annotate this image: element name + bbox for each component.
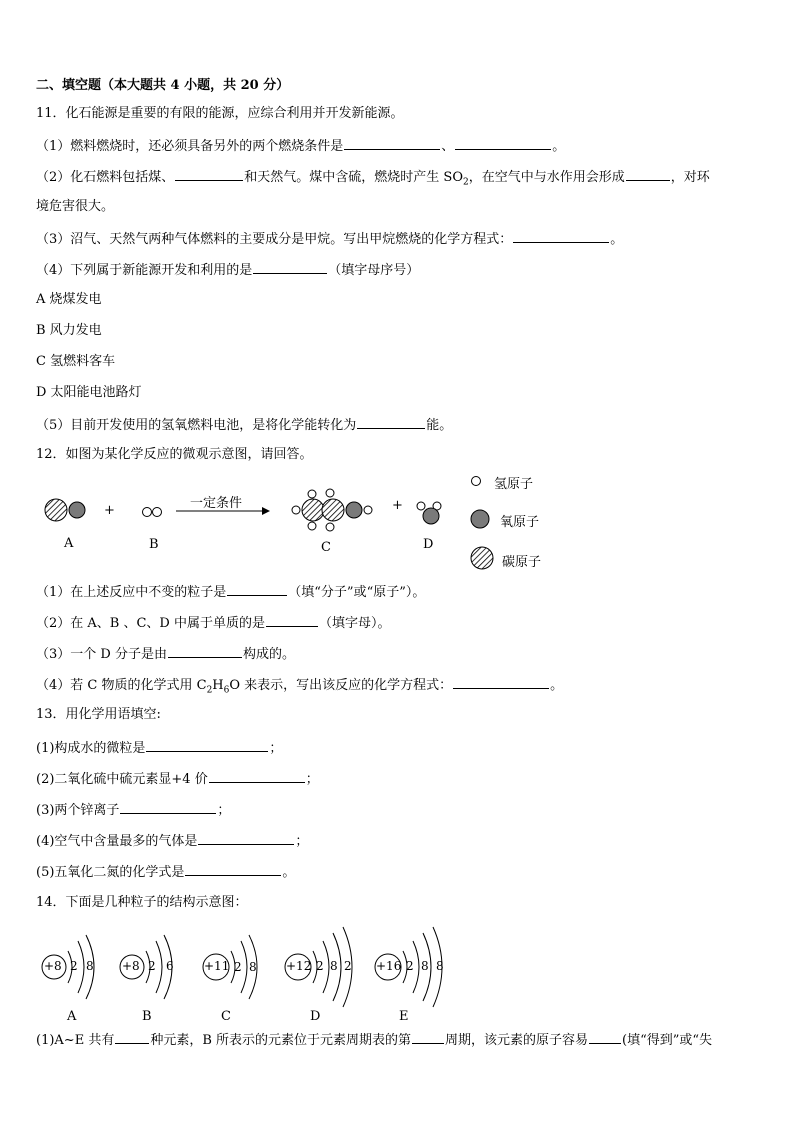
q13-item: (1)构成水的微粒是 ； — [36, 738, 282, 758]
label-b: B — [149, 537, 159, 552]
q14-stem: 14．下面是几种粒子的结构示意图： — [36, 895, 248, 910]
answer-blank[interactable] — [253, 260, 327, 274]
legend-carbon: 碳原子 — [502, 555, 542, 570]
shell-count: 8 — [436, 959, 444, 973]
q13-item: (2)二氧化硫中硫元素显+4 价 ； — [36, 769, 319, 789]
oxygen-legend-icon — [471, 510, 489, 528]
label-d: D — [423, 537, 434, 552]
atom-b-label: B — [142, 1009, 152, 1024]
shell-count: 6 — [166, 959, 174, 973]
shell-count: 8 — [86, 959, 94, 973]
shell-count: 8 — [330, 959, 338, 973]
answer-blank[interactable] — [146, 738, 268, 752]
q11-option-b: B 风力发电 — [36, 323, 102, 338]
q12-part1: （1）在上述反应中不变的粒子是 （填“分子”或“原子”）。 — [36, 582, 425, 602]
shell-count: 2 — [70, 959, 78, 973]
answer-blank[interactable] — [168, 644, 242, 658]
answer-blank[interactable] — [120, 800, 216, 814]
shell-count: 2 — [148, 959, 156, 973]
answer-blank[interactable] — [198, 831, 294, 845]
q12-part4: （4）若 C 物质的化学式用 $C_2H_6O$ 来表示，写出该反应的化学方程式： 。 — [36, 675, 563, 700]
atom-d-nucleus: +12 — [286, 959, 312, 973]
label-a: A — [64, 536, 74, 551]
answer-blank[interactable] — [175, 167, 243, 181]
answer-blank[interactable] — [412, 1030, 444, 1044]
shell-count: 8 — [249, 960, 257, 974]
q12-part3: （3）一个 D 分子是由 构成的。 — [36, 644, 295, 664]
answer-blank[interactable] — [344, 136, 440, 150]
answer-blank[interactable] — [589, 1030, 621, 1044]
atom-a-nucleus: +8 — [44, 959, 62, 973]
molecule-b — [143, 508, 162, 517]
legend-oxygen: 氧原子 — [500, 515, 540, 530]
answer-blank[interactable] — [115, 1030, 149, 1044]
q11-part4: （4）下列属于新能源开发和利用的是 （填字母序号） — [36, 260, 419, 280]
label-c: C — [321, 540, 331, 555]
shell-count: 2 — [344, 959, 352, 973]
hydrogen-legend-icon — [472, 477, 481, 486]
q11-option-a: A 烧煤发电 — [36, 292, 102, 307]
legend-hydrogen: 氢原子 — [494, 477, 534, 492]
q11-part3: （3）沼气、天然气两种气体燃料的主要成分是甲烷。写出甲烷燃烧的化学方程式： 。 — [36, 229, 623, 249]
q13-item: (4)空气中含量最多的气体是 ； — [36, 831, 308, 851]
section-title: 二、填空题（本大题共 4 小题，共 20 分） — [36, 78, 290, 93]
plus-sign: + — [104, 503, 115, 518]
answer-blank[interactable] — [357, 415, 425, 429]
q11-part2: （2）化石燃料包括煤、 和天然气。煤中含硫，燃烧时产生 $SO_2$，在空气中与水作用会形成 ，对环 — [36, 167, 710, 192]
answer-blank[interactable] — [455, 136, 551, 150]
shell-count: 2 — [406, 959, 414, 973]
condition-label: 一定条件 — [190, 496, 243, 511]
q14-part1: (1)A~E 共有 种元素，B 所表示的元素位于元素周期表的第 周期，该元素的原子容易 (填“得到”或“失 — [36, 1030, 712, 1050]
atom-e-nucleus: +16 — [376, 959, 402, 973]
q12-part2: （2）在 A、B 、C、D 中属于单质的是 （填字母）。 — [36, 613, 391, 633]
shell-count: 8 — [421, 959, 429, 973]
q11-stem: 11．化石能源是重要的有限的能源，应综合利用并开发新能源。 — [36, 106, 404, 121]
answer-blank[interactable] — [453, 675, 549, 689]
q11-option-d: D 太阳能电池路灯 — [36, 385, 142, 400]
molecule-d — [417, 502, 441, 524]
shell-count: 2 — [234, 960, 242, 974]
answer-blank[interactable] — [209, 769, 305, 783]
answer-blank[interactable] — [266, 613, 318, 627]
q13-item: (3)两个锌离子 ； — [36, 800, 230, 820]
legend — [471, 477, 493, 570]
atom-b-nucleus: +8 — [122, 959, 140, 973]
q13-stem: 13．用化学用语填空: — [36, 707, 161, 722]
answer-blank[interactable] — [227, 582, 287, 596]
atom-c-label: C — [221, 1009, 231, 1024]
q11-part2-cont: 境危害很大。 — [36, 199, 115, 214]
q11-part1: （1）燃料燃烧时，还必须具备另外的两个燃烧条件是 、 。 — [36, 136, 565, 156]
atom-c-nucleus: +11 — [204, 959, 230, 973]
answer-blank[interactable] — [185, 862, 281, 876]
shell-count: 2 — [316, 959, 324, 973]
atom-e-label: E — [399, 1009, 409, 1024]
answer-blank[interactable] — [513, 229, 609, 243]
atom-a-label: A — [67, 1009, 77, 1024]
atom-d-label: D — [310, 1009, 321, 1024]
molecule-c — [292, 489, 372, 531]
answer-blank[interactable] — [626, 167, 670, 181]
reaction-diagram — [0, 462, 794, 582]
q11-part5: （5）目前开发使用的氢氧燃料电池，是将化学能转化为 能。 — [36, 415, 452, 435]
plus-sign: + — [392, 498, 403, 513]
q13-item: (5)五氧化二氮的化学式是 。 — [36, 862, 295, 882]
q12-stem: 12．如图为某化学反应的微观示意图，请回答。 — [36, 447, 313, 462]
molecule-a — [45, 499, 85, 521]
carbon-legend-icon — [471, 547, 493, 569]
q11-option-c: C 氢燃料客车 — [36, 354, 116, 369]
